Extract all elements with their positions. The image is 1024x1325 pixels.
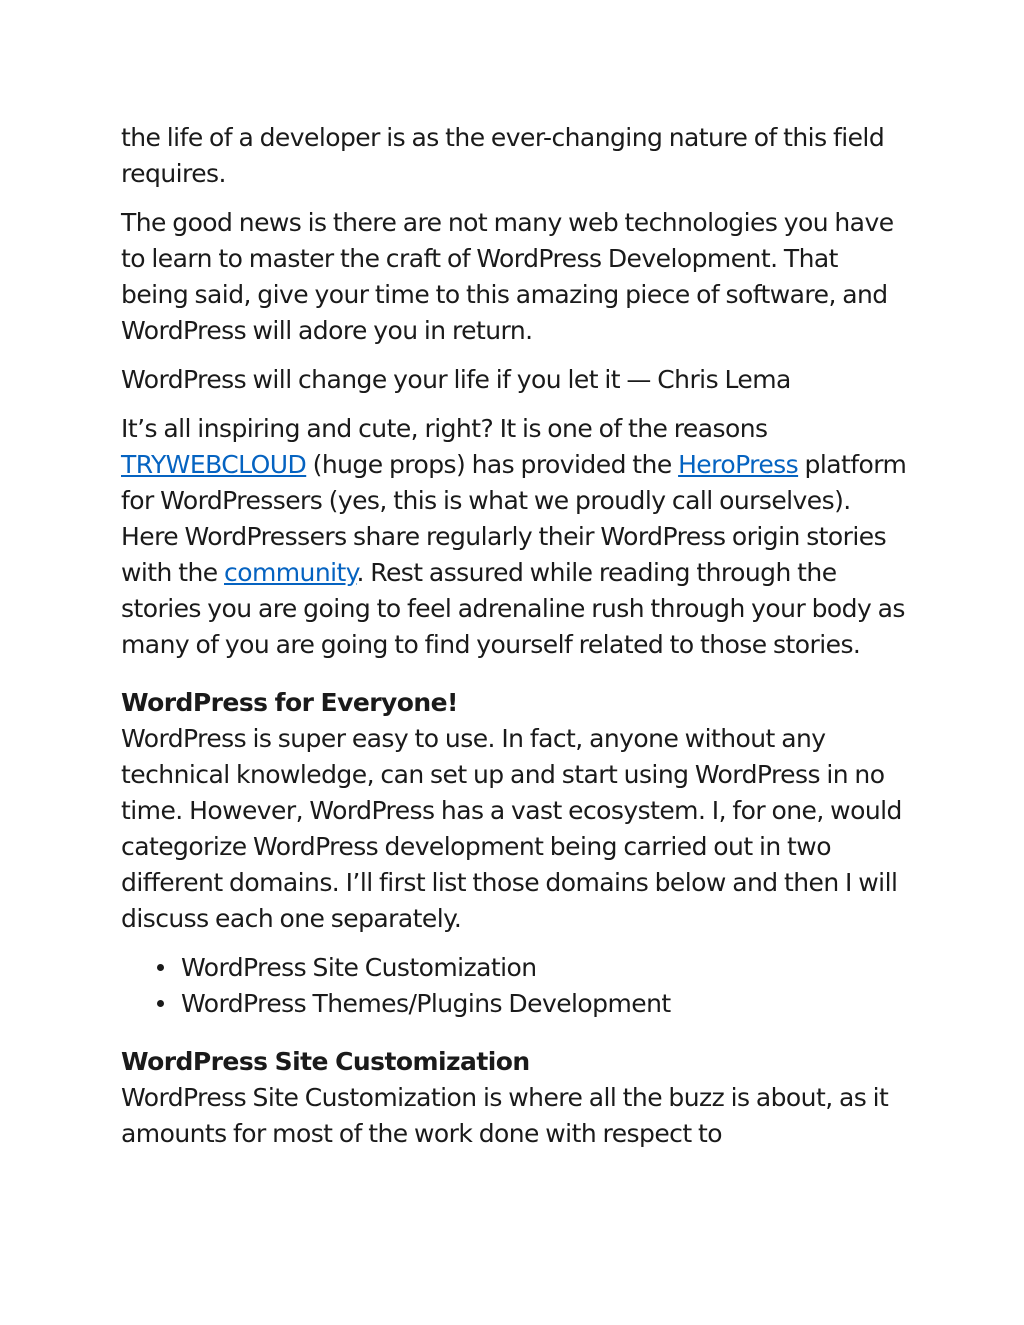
paragraph-quote: WordPress will change your life if you let it — Chris Lema bbox=[121, 365, 791, 394]
paragraph-text: platform for WordPressers (yes, this is what we proudly call ourselves). Here WordPressers share regularly their WordPress origin stories with the bbox=[121, 450, 907, 587]
list-item-label: WordPress Themes/Plugins Development bbox=[181, 989, 671, 1018]
document-page bbox=[121, 120, 911, 1165]
list-item bbox=[181, 950, 911, 986]
paragraph-heropress bbox=[121, 411, 911, 663]
section-heading-everyone: WordPress for Everyone! bbox=[121, 688, 458, 717]
trywebcloud-link[interactable]: TRYWEBCLOUD bbox=[121, 450, 307, 479]
paragraph-intro: the life of a developer is as the ever-changing nature of this field requires. bbox=[121, 123, 885, 188]
section-heading-customization: WordPress Site Customization bbox=[121, 1047, 530, 1076]
paragraph-text: . Rest assured while reading through the stories you are going to feel adrenaline rush through your body as many of you are going to find yourself related to those stories. bbox=[121, 558, 905, 659]
list-item-label: WordPress Site Customization bbox=[181, 953, 537, 982]
paragraph-text: It’s all inspiring and cute, right? It is one of the reasons bbox=[121, 414, 768, 443]
bullet-icon bbox=[157, 964, 164, 971]
paragraph-customization: WordPress Site Customization is where all the buzz is about, as it amounts for most of the work done with respect to bbox=[121, 1083, 889, 1148]
heropress-link[interactable]: HeroPress bbox=[678, 450, 799, 479]
list-item bbox=[181, 986, 911, 1022]
bullet-icon bbox=[157, 1000, 164, 1007]
paragraph-text: (huge props) has provided the bbox=[306, 450, 679, 479]
paragraph-everyone: WordPress is super easy to use. In fact, anyone without any technical knowledge, can set up and start using WordPress in no time. However, WordPress has a vast ecosystem. I, for one, would categorize WordPress development being carried out in two different domains. I’ll first list those domains below and then I will discuss each one separately. bbox=[121, 724, 902, 933]
paragraph-good-news: The good news is there are not many web technologies you have to learn to master the craft of WordPress Development. That being said, give your time to this amazing piece of software, and WordPress will adore you in return. bbox=[121, 208, 894, 345]
community-link[interactable]: community bbox=[224, 558, 357, 587]
domain-list bbox=[121, 950, 911, 1022]
